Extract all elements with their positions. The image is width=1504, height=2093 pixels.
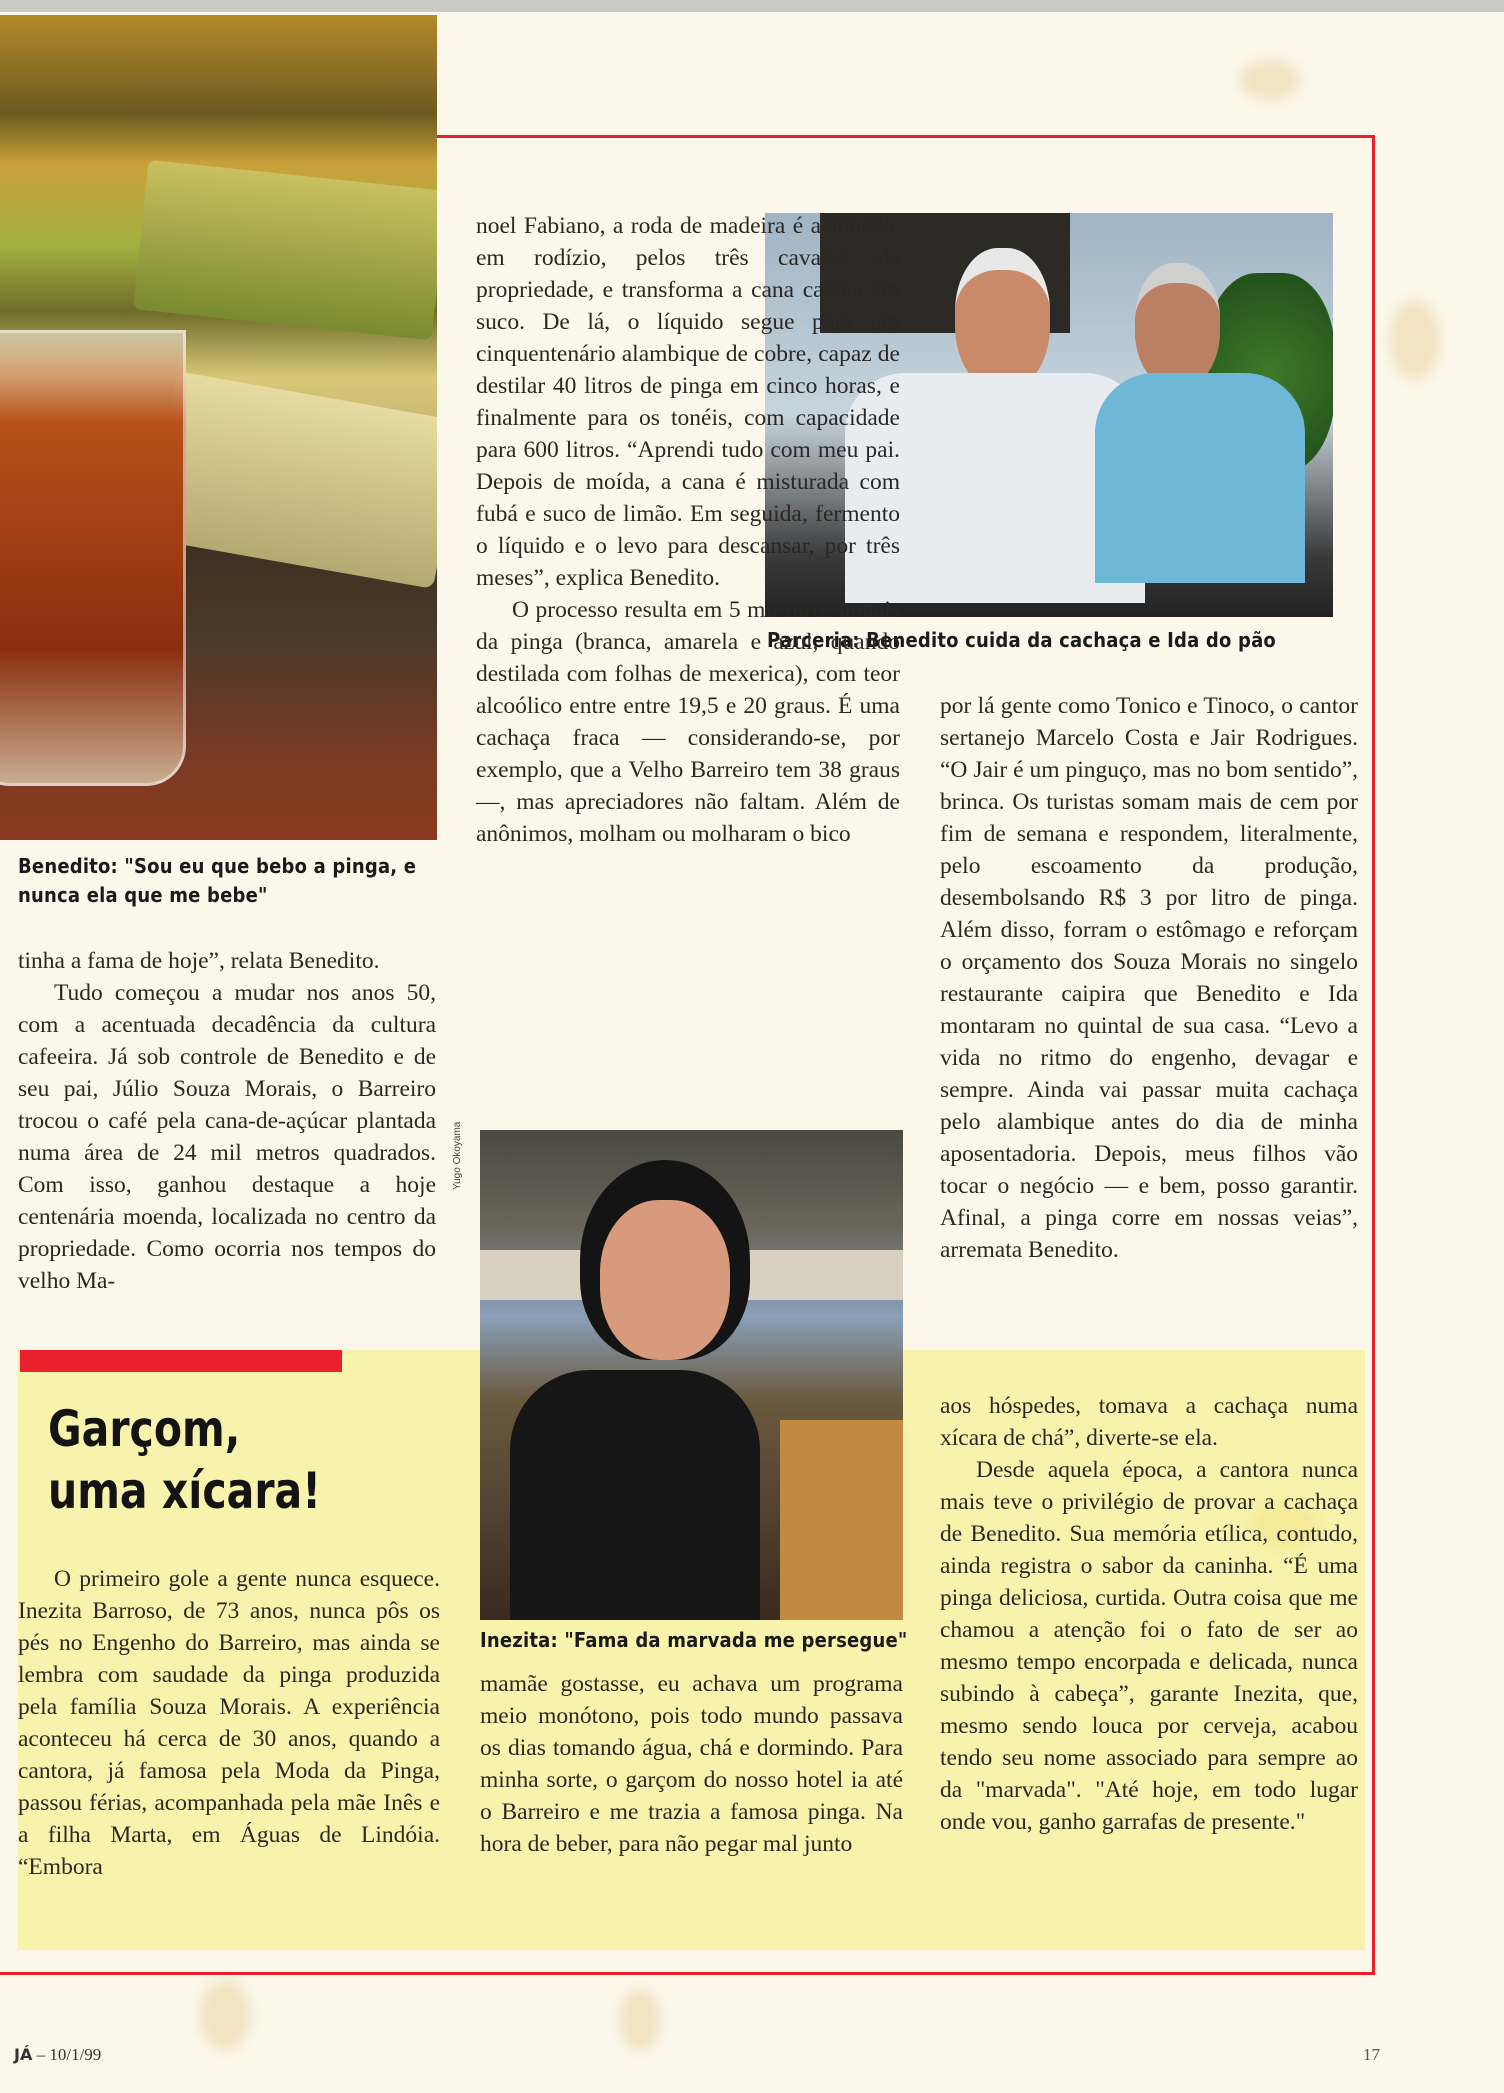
ida-head (1135, 263, 1220, 388)
paragraph: O primeiro gole a gente nunca esquece. Inezita Barroso, de 73 anos, nunca pôs os pés no Engenho do Barreiro, mas ainda se lembra com saudade da pinga produzida pela família Souza Morais. A experiência aconteceu há cerca de 30 anos, quando a cantora, já famosa pela Moda da Pinga, passou férias, acompanhada pela mãe Inês e a filha Marta, em Águas de Lindóia. “Embora (18, 1566, 440, 1880)
inezita-face (600, 1200, 730, 1360)
frame-border-bottom (0, 1972, 1375, 1975)
issue-date: 10/1/99 (49, 2045, 102, 2064)
paragraph: O processo resulta em 5 mil litros anuais da pinga (branca, amarela e azul, quando destilada com folhas de mexerica), com teor alcoólico entre entre 19,5 e 20 graus. É uma cachaça fraca — considerando-se, por exemplo, que a Velho Barreiro tem 38 graus —, mas apreciadores não faltam. Além de anônimos, molham ou molharam o bico (476, 597, 900, 847)
paragraph: mamãe gostasse, eu achava um programa meio monótono, pois todo mundo passava os dias tomando água, chá e dormindo. Para minha sorte, o garçom do nosso hotel ia até o Barreiro e me trazia a famosa pinga. Na hora de beber, para não pegar mal junto (480, 1671, 903, 1857)
paragraph: por lá gente como Tonico e Tinoco, o cantor sertanejo Marcelo Costa e Jair Rodrigues. “O Jair é um pinguço, mas no bom sentido”, brinca. Os turistas somam mais de cem por fim de semana e respondem, literalmente, pelo escoamento da produção, desembolsando R$ 3 por litro de pinga. Além disso, forram o estômago e reforçam o orçamento dos Souza Morais no singelo restaurante caipira que Benedito e Ida montaram no quintal de sua casa. “Levo a vida no ritmo do engenho, devagar e sempre. Ainda vai passar muita cachaça pelo alambique antes do dia de minha aposentadoria. Depois, meus filhos vão tocar o negócio — e bem, posso garantir. Afinal, a pinga corre em nossas veias”, arremata Benedito. (940, 693, 1358, 1263)
sidebar-column-3 (940, 1390, 1358, 1838)
caption-cane: Benedito: "Sou eu que bebo a pinga, e nunca ela que me bebe" (18, 854, 417, 907)
paper-stain (1240, 60, 1300, 100)
scan-edge (0, 0, 1504, 12)
paragraph: aos hóspedes, tomava a cachaça numa xícara de chá”, diverte-se ela. (940, 1393, 1358, 1451)
cane-stalk (147, 371, 437, 589)
paper-stain (1390, 300, 1440, 380)
sidebar-column-1 (18, 1563, 440, 1883)
photo-credit: Yugo Okoyama (452, 1121, 463, 1190)
sidebar-title-line: Garçom, (48, 1400, 241, 1458)
frame-border-right (1372, 135, 1375, 1975)
photo-cane-and-glass (0, 15, 437, 840)
benedito-head (955, 248, 1050, 390)
article-column-2 (476, 210, 900, 850)
paragraph: noel Fabiano, a roda de madeira é acionada, em rodízio, pelos três cavalos da propriedade, e transforma a cana caiana em suco. De lá, o líquido segue para um cinquentenário alambique de cobre, capaz de destilar 40 litros de pinga em cinco horas, e finalmente para os tonéis, com capacidade para 600 litros. “Aprendi tudo com meu pai. Depois de moída, a cana é misturada com fubá e suco de limão. Em seguida, fermento o líquido e o levo para descansar, por três meses”, explica Benedito. (476, 213, 900, 591)
publication-name: JÁ (14, 2045, 33, 2064)
bar-counter (780, 1420, 903, 1620)
inezita-dress (510, 1370, 760, 1620)
article-column-1 (18, 945, 436, 1297)
photo-inezita (480, 1130, 903, 1620)
caption-inezita: Inezita: "Fama da marvada me persegue" (480, 1628, 908, 1652)
frame-border-top (437, 135, 1375, 138)
paper-stain (200, 1980, 250, 2050)
footer-publication: JÁ – 10/1/99 (14, 2045, 102, 2064)
sidebar-column-2 (480, 1668, 903, 1860)
paragraph: Desde aquela época, a cantora nunca mais teve o privilégio de provar a cachaça de Benedito. Sua memória etílica, contudo, ainda registra o sabor da caninha. “É uma pinga deliciosa, curtida. Outra coisa que me chamou a atenção foi o fato de ser ao mesmo tempo encorpada e delicada, nunca subindo à cabeça”, garante Inezita, que, mesmo sendo louca por cerveja, acabou tendo seu nome associado para sempre ao da "marvada". "Até hoje, em todo lugar onde vou, ganho garrafas de presente." (940, 1457, 1358, 1835)
cachaca-glass (0, 330, 186, 786)
article-column-3 (940, 690, 1358, 1266)
caption-couple: Parceria: Benedito cuida da cachaça e Ida do pão (767, 628, 1276, 652)
paragraph: Tudo começou a mudar nos anos 50, com a acentuada decadência da cultura cafeeira. Já sob controle de Benedito e de seu pai, Júlio Souza Morais, o Barreiro trocou o café pela cana-de-açúcar plantada numa área de 24 mil metros quadrados. Com isso, ganhou destaque a hoje centenária moenda, localizada no centro da propriedade. Como ocorria nos tempos do velho Ma- (18, 980, 436, 1294)
sidebar-title (48, 1398, 321, 1522)
paper-stain (620, 1990, 660, 2050)
paragraph: tinha a fama de hoje”, relata Benedito. (18, 948, 380, 974)
sidebar-accent-bar (20, 1350, 342, 1372)
ida-shirt (1095, 373, 1305, 583)
bleed-through-heading (990, 95, 1020, 188)
cane-stalk (133, 160, 437, 341)
page-number: 17 (1363, 2045, 1380, 2064)
sidebar-title-line: uma xícara! (48, 1462, 321, 1520)
